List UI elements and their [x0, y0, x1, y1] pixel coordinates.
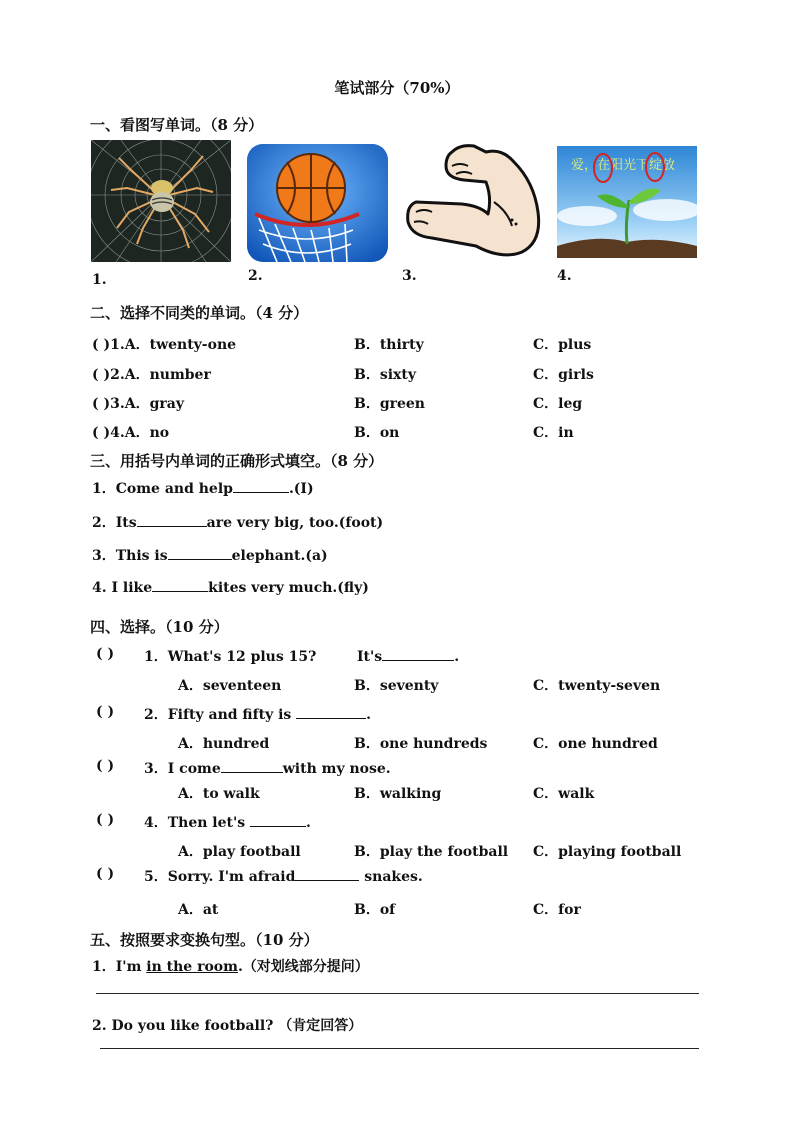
pic-2-number: 2. [248, 268, 263, 284]
answer-blank[interactable] [152, 577, 208, 592]
s3-q3 [92, 545, 328, 565]
section-2-heading: 二、选择不同类的单词。（4 分） [90, 304, 309, 322]
s4-q2-a: A．hundred [178, 736, 270, 752]
s4-q2-q: 2．Fifty and fifty is [144, 707, 292, 723]
s3-q3-post: elephant.(a) [231, 548, 328, 564]
s4-q4-tail: . [306, 815, 311, 831]
s2-q1: ( )1.A．twenty-one [92, 337, 237, 353]
s4-q1-b: B．seventy [354, 678, 439, 694]
s4-q5-c: C．for [533, 902, 581, 918]
s4-q5-q: 5．Sorry. I'm afraid [144, 869, 296, 885]
s2-q4-c: C．in [533, 425, 574, 441]
s3-q1-pre: 1．Come and help [92, 481, 233, 497]
answer-blank[interactable] [221, 758, 283, 773]
answer-blank[interactable] [382, 646, 454, 661]
section-1-heading: 一、看图写单词。（8 分） [90, 116, 264, 134]
s3-q2-post: are very big, too.(foot) [206, 515, 384, 531]
section-4-heading: 四、选择。（10 分） [90, 618, 229, 636]
s5-q2: 2. Do you like football? （肯定回答） [92, 1018, 363, 1034]
s4-q5-b: B．of [354, 902, 396, 918]
pic-3-number: 3. [402, 268, 417, 284]
s4-q5-paren: ( ) [96, 866, 115, 882]
s4-q5-a: A．at [178, 902, 219, 918]
red-circle-marks [593, 150, 665, 184]
arm-muscle-icon [402, 142, 544, 262]
s4-q2-paren: ( ) [96, 704, 115, 720]
answer-line-1[interactable] [96, 993, 699, 994]
s2-q3-b: B．green [354, 396, 425, 412]
s3-q2 [92, 512, 383, 532]
answer-blank[interactable] [296, 704, 366, 719]
s3-q2-pre: 2．Its [92, 515, 137, 531]
s2-q3-c: C．leg [533, 396, 583, 412]
pic-4-number: 4. [557, 268, 572, 284]
s4-q3-text [144, 758, 391, 778]
answer-blank[interactable] [137, 512, 207, 527]
s3-q1 [92, 478, 314, 498]
answer-line-2[interactable] [100, 1048, 699, 1049]
page-title: 笔试部分（70%） [334, 79, 460, 97]
s4-q1-text: 1．What's 12 plus 15? [144, 649, 317, 665]
sprout-icon [557, 146, 697, 258]
s4-q4-paren: ( ) [96, 812, 115, 828]
s4-q2-b: B．one hundreds [354, 736, 488, 752]
answer-blank[interactable] [233, 478, 289, 493]
s4-q4-c: C．playing football [533, 844, 682, 860]
s2-q2-b: B．sixty [354, 367, 416, 383]
s2-q1-c: C．plus [533, 337, 592, 353]
s2-q2-c: C．girls [533, 367, 594, 383]
s2-q2: ( )2.A．number [92, 367, 211, 383]
s4-q4-b: B．play the football [354, 844, 509, 860]
s3-q1-post: .(I) [288, 481, 314, 497]
s4-q4-q: 4．Then let's [144, 815, 246, 831]
s5-q1-post: .（对划线部分提问） [237, 959, 369, 975]
s4-q4-a: A．play football [178, 844, 301, 860]
spider-icon [91, 140, 231, 262]
s4-q3-paren: ( ) [96, 758, 115, 774]
s4-q3-tail: with my nose. [282, 761, 391, 777]
s3-q4 [92, 577, 369, 596]
s4-q1-c: C．twenty-seven [533, 678, 661, 694]
s2-q4: ( )4.A．no [92, 425, 170, 441]
s4-q2-c: C．one hundred [533, 736, 658, 752]
s4-q3-c: C．walk [533, 786, 595, 802]
basketball-icon [247, 144, 388, 262]
sprout-caption: 爱，在阳光下绽放 [571, 158, 676, 173]
pic-1-number: 1. [92, 272, 107, 288]
s4-q1-a: A．seventeen [178, 678, 282, 694]
s4-q1-tail: . [454, 649, 460, 665]
s4-q3-a: A．to walk [178, 786, 260, 802]
s5-q1 [92, 956, 369, 976]
s5-q1-pre: 1．I'm [92, 959, 147, 975]
s4-q1-extra [357, 646, 459, 665]
s4-q2-tail: . [366, 707, 372, 723]
section-5-heading: 五、按照要求变换句型。（10 分） [90, 931, 319, 949]
s4-q1-its: It's [357, 649, 383, 665]
answer-blank[interactable] [295, 866, 359, 881]
s3-q3-pre: 3．This is [92, 548, 168, 564]
s2-q4-b: B．on [354, 425, 400, 441]
s3-q4-pre: 4. I like [92, 580, 153, 596]
s4-q5-tail: snakes. [359, 869, 423, 885]
s2-q3: ( )3.A．gray [92, 396, 184, 412]
s2-q1-b: B．thirty [354, 337, 424, 353]
s4-q3-b: B．walking [354, 786, 442, 802]
answer-blank[interactable] [168, 545, 232, 560]
s4-q2-text [144, 704, 371, 724]
s5-q1-underlined: in the room [146, 959, 238, 975]
s4-q4-text [144, 812, 311, 832]
section-3-heading: 三、用括号内单词的正确形式填空。（8 分） [90, 452, 384, 470]
s4-q3-q: 3．I come [144, 761, 221, 777]
s4-q5-text [144, 866, 423, 886]
s3-q4-post: kites very much.(fly) [208, 580, 369, 596]
answer-blank[interactable] [250, 812, 306, 827]
s4-q1-paren: ( ) [96, 646, 115, 662]
